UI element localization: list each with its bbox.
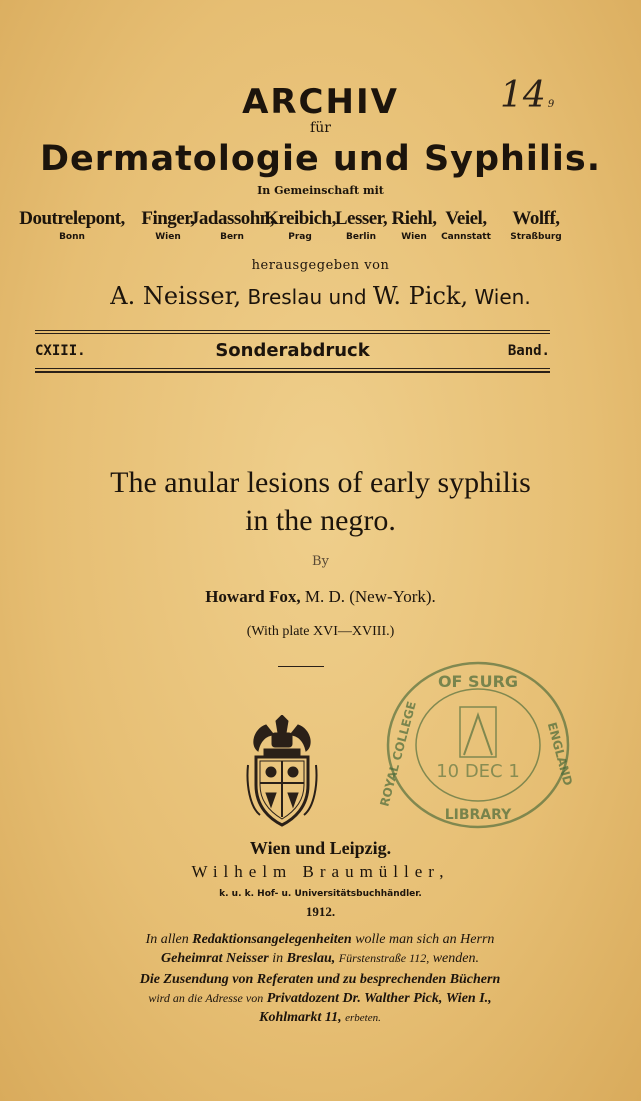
- stamp-left-text: ROYAL COLLEGE: [378, 699, 419, 809]
- collaborator: Finger, Wien: [141, 208, 195, 242]
- stamp-bottom-text: LIBRARY: [444, 807, 512, 823]
- publisher-name: Wilhelm Braumüller,: [191, 862, 450, 881]
- stamp-top-text: OF SURG: [437, 672, 519, 691]
- article-title-line2: in the negro.: [245, 504, 396, 537]
- volume-number: CXIII.: [35, 343, 86, 359]
- article-title-line1: The anular lesions of early syphilis: [110, 466, 531, 499]
- coat-of-arms-icon: [246, 715, 318, 833]
- editorial-note-line2: Geheimrat Neisser in Breslau, Fürstenstraße 112, wenden.: [161, 951, 479, 966]
- publisher-description: k. u. k. Hof- u. Universitätsbuchhändler.: [219, 889, 422, 899]
- divider-bottom: [35, 368, 550, 369]
- collaborator: Wolff, Straßburg: [510, 208, 562, 242]
- band-label: Band.: [507, 343, 550, 359]
- volume-band: [35, 340, 550, 362]
- collaborator: Jadassohn, Bern: [189, 208, 275, 242]
- stamp-right-text: ENGLAND: [544, 720, 576, 788]
- short-divider: [278, 666, 324, 667]
- by-label: By: [312, 554, 329, 569]
- editor-pick: W. Pick,: [372, 282, 469, 310]
- library-stamp: [378, 655, 578, 839]
- editors-und: und: [328, 285, 367, 309]
- collaborator: Veiel, Cannstatt: [441, 208, 491, 242]
- collaboration-label: In Gemeinschaft mit: [257, 184, 384, 197]
- collaborator: Doutrelepont, Bonn: [19, 208, 125, 242]
- editorial-note-line5: Kohlmarkt 11, erbeten.: [259, 1010, 381, 1025]
- divider-top: [35, 330, 550, 331]
- publication-year: 1912.: [305, 904, 336, 919]
- publisher-city: Wien und Leipzig.: [249, 838, 392, 858]
- archive-title: ARCHIV: [242, 82, 399, 122]
- editors-line: [0, 282, 641, 310]
- journal-title: Dermatologie und Syphilis.: [39, 139, 602, 179]
- editorial-note-line4: wird an die Adresse von Privatdozent Dr. Walther Pick, Wien I.,: [148, 991, 492, 1006]
- handwritten-shelf-mark: 14 9: [500, 75, 555, 116]
- collaborator: Lesser, Berlin: [334, 208, 388, 242]
- collaborator: Riehl, Wien: [391, 208, 437, 242]
- collaborator: Kreibich, Prag: [264, 208, 336, 242]
- editor-pick-city: Wien.: [474, 285, 531, 309]
- fuer-label: für: [310, 120, 331, 136]
- offprint-label: Sonderabdruck: [215, 340, 370, 361]
- editor-neisser-city: Breslau: [247, 285, 323, 309]
- stamp-date: 10 DEC 1: [436, 761, 520, 782]
- editorial-note-line3: Die Zusendung von Referaten und zu besprechenden Büchern: [139, 972, 501, 987]
- editor-neisser: A. Neisser,: [110, 282, 242, 310]
- editorial-note-line1: In allen Redaktionsangelegenheiten wolle man sich an Herrn: [145, 932, 495, 947]
- library-stamp-icon: [378, 655, 578, 835]
- divider-top-2: [35, 333, 550, 334]
- published-by-label: herausgegeben von: [251, 258, 390, 273]
- plates-note: (With plate XVI—XVIII.): [246, 624, 395, 639]
- divider-bottom-2: [35, 371, 550, 373]
- author-line: Howard Fox, M. D. (New-York).: [205, 587, 436, 606]
